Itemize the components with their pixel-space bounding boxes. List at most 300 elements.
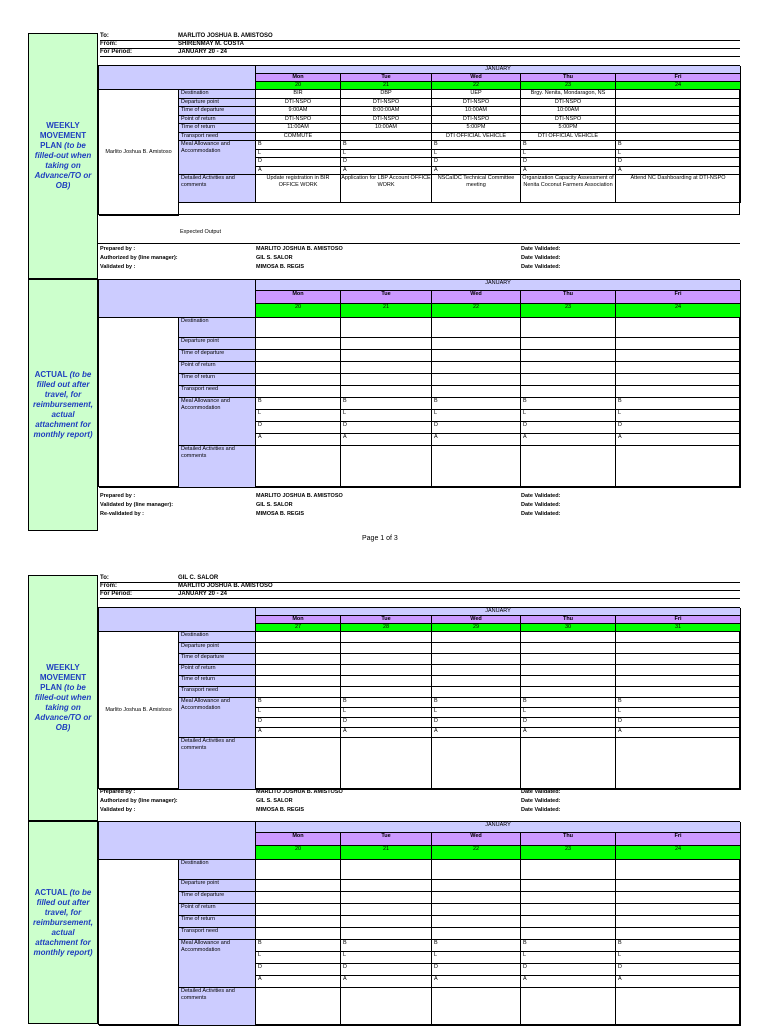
meal-cell <box>432 976 521 988</box>
meal-letter: L <box>343 149 347 156</box>
meal-letter: D <box>343 718 347 724</box>
meal-cell <box>616 434 741 446</box>
row-label: Transport need <box>179 386 256 398</box>
meal-cell <box>521 964 616 976</box>
meal-letter: L <box>618 410 622 416</box>
actual-value <box>341 928 432 940</box>
actual-value <box>521 860 616 880</box>
meal-cell <box>521 410 616 422</box>
plan-value <box>341 676 432 687</box>
meal-cell <box>341 952 432 964</box>
period-value: JANUARY 20 - 24 <box>178 591 228 597</box>
activity-cell <box>256 988 341 1026</box>
date-cell: 29 <box>432 624 521 632</box>
actual-value <box>616 860 741 880</box>
activity-cell <box>256 738 341 790</box>
day-header-mon: Mon <box>256 833 341 846</box>
meal-cell <box>616 940 741 952</box>
date-cell: 21 <box>341 304 432 318</box>
header-rule <box>100 582 740 583</box>
meal-letter: A <box>343 434 347 440</box>
meal-letter: A <box>258 728 262 734</box>
weekly-plan-label-note: (to be filled-out when taking on Advance/TO or OB) <box>34 141 92 190</box>
weekly-plan-label <box>28 33 98 279</box>
plan-value: Brgy. Nenita, Mondaragon, NS <box>521 90 616 99</box>
actual-value <box>341 860 432 880</box>
actual-label-text <box>33 888 93 958</box>
meal-letter: A <box>258 166 262 173</box>
actual-value <box>432 362 521 374</box>
plan-value: 9:00AM <box>256 107 341 116</box>
weekly-plan-label-note: (to be filled-out when taking on Advance/TO or OB) <box>34 683 92 732</box>
plan-value: 5:00PM <box>432 124 521 133</box>
meal-cell <box>616 964 741 976</box>
meal-cell <box>432 158 521 167</box>
meal-letter: B <box>258 940 262 946</box>
actual-value <box>521 386 616 398</box>
plan-value <box>616 643 741 654</box>
actual-value <box>616 338 741 350</box>
actual-value <box>521 318 616 338</box>
footer-date-label: Date Validated: <box>521 798 561 804</box>
row-label: Time of return <box>179 676 256 687</box>
meal-cell <box>341 718 432 728</box>
row-label: Departure point <box>179 880 256 892</box>
day-header-mon: Mon <box>256 616 341 624</box>
meal-letter: D <box>343 422 347 428</box>
actual-value <box>341 338 432 350</box>
meal-cell <box>256 422 341 434</box>
header-rule <box>100 48 740 49</box>
footer-label: Validated by (line manager): <box>100 502 174 508</box>
meal-letter: D <box>523 158 527 164</box>
meal-letter: D <box>523 422 527 428</box>
period-value: JANUARY 20 - 24 <box>178 49 228 55</box>
meal-letter: A <box>434 166 438 173</box>
row-label: Time of departure <box>179 654 256 665</box>
footer-name: GIL S. SALOR <box>256 798 293 804</box>
meal-letter: D <box>618 422 622 428</box>
row-label: Time of return <box>179 374 256 386</box>
meal-letter: B <box>258 398 262 404</box>
meal-letter: L <box>523 708 527 714</box>
plan-value <box>341 654 432 665</box>
meal-cell <box>521 422 616 434</box>
meal-cell <box>256 952 341 964</box>
meal-cell <box>521 158 616 167</box>
meal-cell <box>616 422 741 434</box>
actual-value <box>256 892 341 904</box>
footer-date-label: Date Validated: <box>521 511 561 517</box>
plan-corner <box>99 608 256 632</box>
meal-letter: L <box>434 149 438 156</box>
actual-person-cell <box>99 318 179 488</box>
actual-value <box>616 362 741 374</box>
plan-value: DTI-NSPO <box>432 116 521 125</box>
person-name: Marlito Joshua B. Amistoso <box>99 632 179 790</box>
month-header: JANUARY <box>256 608 741 616</box>
meal-letter: B <box>434 940 438 946</box>
meal-cell <box>616 167 741 176</box>
meal-cell <box>521 398 616 410</box>
actual-value <box>256 350 341 362</box>
meal-letter: B <box>343 398 347 404</box>
plan-value <box>521 687 616 698</box>
meal-letter: D <box>258 422 262 428</box>
from-label: From: <box>100 41 117 47</box>
meal-cell <box>341 434 432 446</box>
row-label: Time of departure <box>179 892 256 904</box>
footer-label: Validated by : <box>100 807 136 813</box>
plan-value <box>432 665 521 676</box>
meal-cell <box>521 708 616 718</box>
plan-value <box>432 654 521 665</box>
to-value: GIL C. SALOR <box>178 575 219 581</box>
actual-label-note: (to be filled out after travel, for reimbursement, actual attachment for monthly report) <box>33 887 94 957</box>
plan-value: 10:00AM <box>521 107 616 116</box>
day-header-fri: Fri <box>616 291 741 304</box>
activities-label: Detailed Activities and comments <box>179 738 256 790</box>
activity-cell <box>432 738 521 790</box>
meal-cell <box>616 708 741 718</box>
plan-value <box>616 632 741 643</box>
meal-letter: B <box>618 141 622 147</box>
plan-value: DTI-NSPO <box>521 116 616 125</box>
actual-value <box>256 916 341 928</box>
row-label: Departure point <box>179 99 256 108</box>
date-cell: 24 <box>616 846 741 860</box>
meal-letter: L <box>618 149 622 156</box>
meal-letter: L <box>618 952 622 958</box>
meal-cell <box>521 940 616 952</box>
plan-value <box>616 99 741 108</box>
actual-label-title: ACTUAL <box>34 887 70 897</box>
actual-value <box>341 904 432 916</box>
actual-label-title: ACTUAL <box>34 370 70 379</box>
meal-letter: B <box>434 141 438 147</box>
plan-value <box>341 665 432 676</box>
plan-value: COMMUTE <box>256 133 341 142</box>
activity-cell: Application for LBP Account OFFICE WORK <box>341 175 432 203</box>
meal-cell <box>256 698 341 708</box>
plan-value: DTI-NSPO <box>521 99 616 108</box>
row-label: Departure point <box>179 338 256 350</box>
meal-letter: B <box>434 398 438 404</box>
actual-value <box>432 318 521 338</box>
actual-label-text <box>33 370 93 440</box>
row-label: Transport need <box>179 133 256 142</box>
meal-cell <box>521 150 616 159</box>
meal-letter: D <box>618 964 622 970</box>
page-number: Page 1 of 3 <box>362 535 398 542</box>
plan-value: DTI OFFICIAL VEHICLE <box>432 133 521 142</box>
day-header-tue: Tue <box>341 291 432 304</box>
meal-cell <box>616 698 741 708</box>
meal-letter: B <box>258 141 262 147</box>
plan-value: DTI-NSPO <box>256 99 341 108</box>
row-label: Departure point <box>179 643 256 654</box>
plan-value <box>616 116 741 125</box>
meal-letter: A <box>618 434 622 440</box>
meal-cell <box>432 708 521 718</box>
plan-value: DBP <box>341 90 432 99</box>
meal-cell <box>616 158 741 167</box>
plan-value: UEP <box>432 90 521 99</box>
meal-letter: A <box>434 976 438 982</box>
meal-letter: L <box>258 410 262 416</box>
actual-value <box>432 916 521 928</box>
plan-value <box>256 665 341 676</box>
meal-letter: L <box>523 149 527 156</box>
activity-cell <box>616 446 741 488</box>
plan-value: 10:00AM <box>432 107 521 116</box>
meal-cell <box>521 728 616 738</box>
plan-value <box>521 654 616 665</box>
actual-value <box>432 880 521 892</box>
footer-date-label: Date Validated: <box>521 502 561 508</box>
period-label: For Period: <box>100 591 133 597</box>
meal-label: Meal Allowance and Accommodation <box>179 398 256 446</box>
actual-value <box>256 928 341 940</box>
meal-letter: B <box>523 698 527 704</box>
actual-value <box>521 374 616 386</box>
meal-letter: L <box>258 149 262 156</box>
meal-letter: L <box>343 952 347 958</box>
plan-value <box>616 124 741 133</box>
actual-value <box>341 892 432 904</box>
actual-value <box>256 904 341 916</box>
date-cell: 20 <box>256 846 341 860</box>
meal-cell <box>256 434 341 446</box>
plan-value <box>341 687 432 698</box>
actual-value <box>341 386 432 398</box>
meal-cell <box>616 141 741 150</box>
activity-cell <box>432 988 521 1026</box>
meal-cell <box>432 398 521 410</box>
date-cell: 20 <box>256 82 341 90</box>
date-cell: 22 <box>432 304 521 318</box>
actual-value <box>521 338 616 350</box>
meal-letter: D <box>434 718 438 724</box>
plan-value <box>616 676 741 687</box>
date-cell: 24 <box>616 304 741 318</box>
meal-cell <box>256 158 341 167</box>
row-label: Transport need <box>179 687 256 698</box>
actual-value <box>616 350 741 362</box>
footer-date-label: Date Validated: <box>521 493 561 499</box>
meal-cell <box>432 167 521 176</box>
actual-label <box>28 279 98 531</box>
actual-value <box>616 916 741 928</box>
actual-value <box>616 892 741 904</box>
footer-name: MARLITO JOSHUA B. AMISTOSO <box>256 493 343 499</box>
footer-name: GIL S. SALOR <box>256 502 293 508</box>
row-label: Point of return <box>179 665 256 676</box>
header-rule <box>100 598 740 599</box>
plan-value <box>521 643 616 654</box>
actual-value <box>341 362 432 374</box>
activity-cell <box>341 446 432 488</box>
weekly-plan-label <box>28 575 98 821</box>
footer-name: MIMOSA B. REGIS <box>256 264 305 270</box>
activity-cell <box>521 446 616 488</box>
activity-cell <box>341 738 432 790</box>
meal-letter: B <box>618 940 622 946</box>
row-label: Destination <box>179 318 256 338</box>
meal-cell <box>341 940 432 952</box>
row-label: Time of return <box>179 916 256 928</box>
actual-value <box>341 880 432 892</box>
footer-label: Authorized by (line manager): <box>100 798 178 804</box>
day-header-fri: Fri <box>616 616 741 624</box>
day-header-mon: Mon <box>256 74 341 82</box>
plan-value <box>616 687 741 698</box>
meal-letter: A <box>618 166 622 173</box>
meal-cell <box>521 952 616 964</box>
meal-letter: D <box>258 718 262 724</box>
meal-letter: L <box>258 708 262 714</box>
meal-cell <box>432 422 521 434</box>
meal-letter: A <box>618 976 622 982</box>
meal-label: Meal Allowance and Accommodation <box>179 940 256 988</box>
meal-letter: D <box>618 158 622 164</box>
footer-date-label: Date Validated: <box>521 789 561 795</box>
plan-value: DTI-NSPO <box>341 116 432 125</box>
activities-label: Detailed Activities and comments <box>179 446 256 488</box>
meal-letter: A <box>618 728 622 734</box>
meal-cell <box>432 728 521 738</box>
meal-letter: L <box>434 410 438 416</box>
meal-letter: B <box>343 698 347 704</box>
meal-letter: A <box>343 728 347 734</box>
row-label: Time of departure <box>179 107 256 116</box>
meal-letter: L <box>434 708 438 714</box>
row-label: Point of return <box>179 362 256 374</box>
actual-value <box>256 374 341 386</box>
actual-label <box>28 821 98 1024</box>
actual-label-note: (to be filled out after travel, for reimbursement, actual attachment for monthly report) <box>33 370 94 439</box>
actual-value <box>256 880 341 892</box>
activity-cell <box>616 988 741 1026</box>
actual-value <box>616 928 741 940</box>
meal-letter: B <box>618 698 622 704</box>
plan-corner <box>99 66 256 90</box>
weekly-plan-label-title: WEEKLY MOVEMENT PLAN <box>39 121 87 150</box>
date-cell: 21 <box>341 846 432 860</box>
meal-cell <box>432 698 521 708</box>
person-name: Marlito Joshua B. Amistoso <box>99 90 179 216</box>
actual-value <box>616 374 741 386</box>
row-label: Time of departure <box>179 350 256 362</box>
actual-value <box>521 904 616 916</box>
plan-value <box>521 676 616 687</box>
actual-grid <box>98 279 740 487</box>
divider <box>98 243 740 244</box>
meal-cell <box>341 150 432 159</box>
date-cell: 23 <box>521 82 616 90</box>
row-label: Point of return <box>179 904 256 916</box>
plan-value <box>432 687 521 698</box>
plan-value <box>256 654 341 665</box>
meal-cell <box>521 718 616 728</box>
date-cell: 28 <box>341 624 432 632</box>
actual-value <box>256 338 341 350</box>
plan-value <box>521 632 616 643</box>
day-header-wed: Wed <box>432 616 521 624</box>
meal-cell <box>341 728 432 738</box>
actual-value <box>256 860 341 880</box>
actual-value <box>341 318 432 338</box>
plan-value: 5:00PM <box>521 124 616 133</box>
day-header-wed: Wed <box>432 833 521 846</box>
actual-value <box>256 362 341 374</box>
actual-value <box>432 374 521 386</box>
actual-value <box>432 928 521 940</box>
actual-value <box>616 318 741 338</box>
meal-cell <box>341 398 432 410</box>
activity-cell <box>521 988 616 1026</box>
meal-letter: B <box>523 141 527 147</box>
date-cell: 27 <box>256 624 341 632</box>
meal-letter: A <box>523 434 527 440</box>
meal-letter: A <box>523 728 527 734</box>
meal-cell <box>341 976 432 988</box>
plan-value <box>616 107 741 116</box>
activity-cell <box>432 446 521 488</box>
meal-letter: B <box>343 141 347 147</box>
meal-letter: A <box>258 434 262 440</box>
meal-cell <box>616 150 741 159</box>
meal-letter: B <box>523 940 527 946</box>
actual-value <box>521 362 616 374</box>
meal-cell <box>432 964 521 976</box>
meal-cell <box>521 141 616 150</box>
meal-cell <box>256 940 341 952</box>
meal-letter: D <box>434 158 438 164</box>
day-header-wed: Wed <box>432 74 521 82</box>
plan-value: DTI-NSPO <box>432 99 521 108</box>
weekly-plan-label-text <box>33 121 93 191</box>
actual-value <box>432 860 521 880</box>
meal-cell <box>616 728 741 738</box>
day-header-thu: Thu <box>521 291 616 304</box>
actual-value <box>616 904 741 916</box>
date-cell: 31 <box>616 624 741 632</box>
activity-cell <box>521 738 616 790</box>
plan-value: 8:00:00AM <box>341 107 432 116</box>
meal-cell <box>341 141 432 150</box>
day-header-tue: Tue <box>341 616 432 624</box>
footer-name: MARLITO JOSHUA B. AMISTOSO <box>256 246 343 252</box>
footer-date-label: Date Validated: <box>521 255 561 261</box>
meal-cell <box>256 167 341 176</box>
actual-value <box>432 386 521 398</box>
meal-letter: L <box>618 708 622 714</box>
meal-cell <box>256 141 341 150</box>
plan-value <box>256 676 341 687</box>
actual-value <box>341 374 432 386</box>
actual-value <box>432 892 521 904</box>
meal-letter: A <box>258 976 262 982</box>
footer-name: GIL S. SALOR <box>256 255 293 261</box>
plan-value: 11:00AM <box>256 124 341 133</box>
plan-value <box>341 643 432 654</box>
meal-letter: L <box>523 952 527 958</box>
plan-value <box>616 90 741 99</box>
meal-letter: L <box>523 410 527 416</box>
from-value: SHIRENMAY M. COSTA <box>178 41 244 47</box>
plan-value: BIR <box>256 90 341 99</box>
